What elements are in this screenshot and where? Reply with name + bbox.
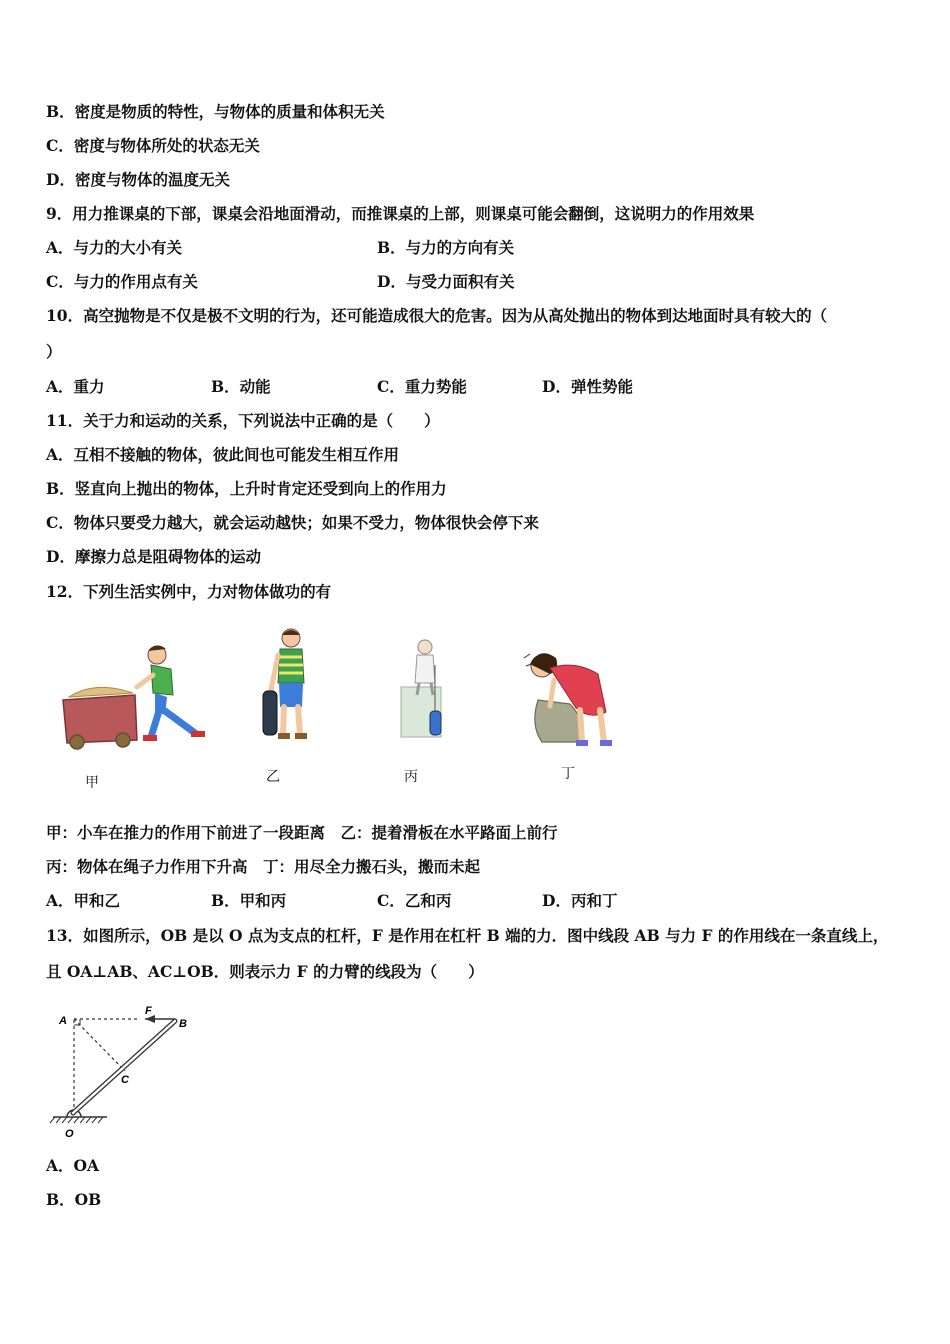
q9-option-d: D．与受力面积有关 — [377, 272, 515, 291]
q11-option-b: B．竖直向上抛出的物体，上升时肯定还受到向上的作用力 — [46, 479, 447, 498]
label-jia: 甲 — [85, 775, 99, 791]
label-yi: 乙 — [266, 769, 280, 785]
q9-option-a: A．与力的大小有关 — [46, 238, 183, 257]
q10-option-c: C．重力势能 — [377, 377, 467, 396]
diagram-label-c: C — [121, 1074, 129, 1086]
q12-option-c: C．乙和丙 — [377, 891, 452, 910]
q13-option-b: B．OB — [46, 1190, 102, 1209]
q11-stem: 11．关于力和运动的关系，下列说法中正确的是（ ） — [46, 411, 440, 430]
q8-option-b: B．密度是物质的特性，与物体的质量和体积无关 — [46, 102, 385, 121]
q12-option-b: B．甲和丙 — [211, 891, 287, 910]
q10-stem: 10．高空抛物是不仅是极不文明的行为，还可能造成很大的危害。因为从高处抛出的物体到达地面时具有较大的（ — [46, 306, 828, 325]
q8-option-d: D．密度与物体的温度无关 — [46, 170, 230, 189]
q8-option-c: C．密度与物体所处的状态无关 — [46, 136, 260, 155]
illustration-ding-lifting-stone — [520, 640, 625, 750]
illustration-bing-lifting-object — [395, 635, 455, 740]
q12-stem: 12．下列生活实例中，力对物体做功的有 — [46, 582, 332, 601]
q10-option-b: B．动能 — [211, 377, 271, 396]
illustration-jia-pushing-cart — [55, 625, 215, 750]
label-ding: 丁 — [561, 766, 575, 782]
lever-diagram — [45, 1005, 205, 1145]
q9-option-b: B．与力的方向有关 — [377, 238, 515, 257]
q9-stem: 9．用力推课桌的下部，课桌会沿地面滑动，而推课桌的上部，则课桌可能会翻倒，这说明力的作用效果 — [46, 204, 755, 223]
label-bing: 丙 — [404, 769, 418, 785]
q13-stem-line-1: 13．如图所示，OB 是以 O 点为支点的杠杆，F 是作用在杠杆 B 端的力．图中线段 AB 与力 F 的作用线在一条直线上， — [46, 926, 889, 945]
diagram-label-b: B — [179, 1018, 187, 1030]
diagram-label-f: F — [145, 1005, 152, 1017]
q13-stem-line-2: 且 OA⊥AB、AC⊥OB．则表示力 F 的力臂的线段为（ ） — [46, 962, 484, 981]
q11-option-a: A．互相不接触的物体，彼此间也可能发生相互作用 — [46, 445, 400, 464]
q9-option-c: C．与力的作用点有关 — [46, 272, 198, 291]
q11-option-c: C．物体只要受力越大，就会运动越快；如果不受力，物体很快会停下来 — [46, 513, 539, 532]
q10-option-a: A．重力 — [46, 377, 105, 396]
diagram-label-a: A — [59, 1015, 67, 1027]
q10-stem-cont: ） — [46, 342, 62, 361]
diagram-label-o: O — [65, 1128, 74, 1140]
q11-option-d: D．摩擦力总是阻碍物体的运动 — [46, 547, 261, 566]
illustration-yi-carrying-skateboard — [258, 625, 323, 750]
q13-option-a: A．OA — [46, 1156, 100, 1175]
q12-description-1: 甲：小车在推力的作用下前进了一段距离 乙：提着滑板在水平路面上前行 — [46, 823, 558, 842]
q12-option-a: A．甲和乙 — [46, 891, 121, 910]
q12-description-2: 丙：物体在绳子力作用下升高 丁：用尽全力搬石头，搬而未起 — [46, 857, 481, 876]
q10-option-d: D．弹性势能 — [542, 377, 633, 396]
q12-option-d: D．丙和丁 — [542, 891, 618, 910]
